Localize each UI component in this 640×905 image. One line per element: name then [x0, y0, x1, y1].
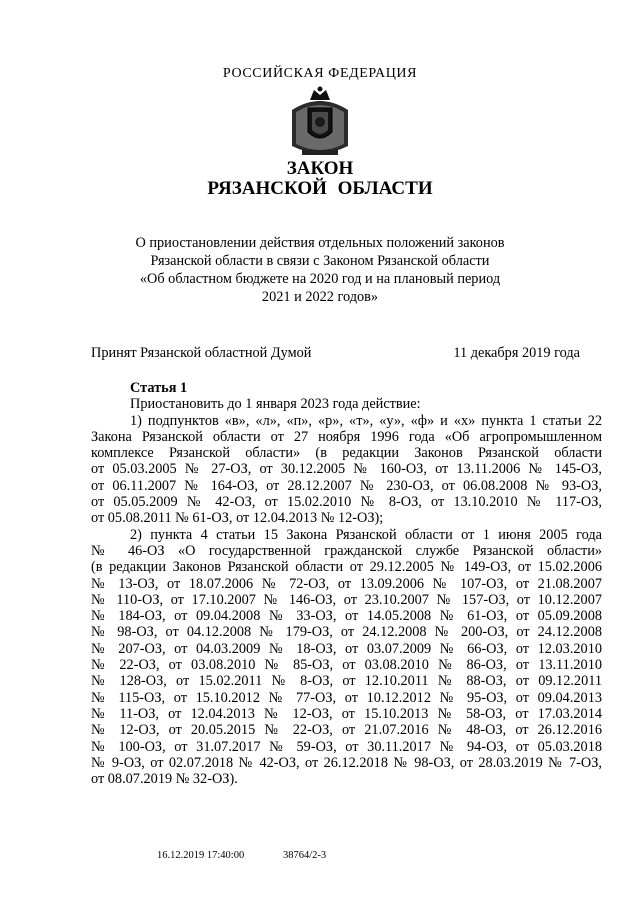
heading-line: 2021 и 2022 годов» [261, 289, 379, 305]
item2-line: № 11-ОЗ, от 12.04.2013 № 12-ОЗ, от 15.10.2013 № 58-ОЗ, от 17.03.2014 [91, 705, 602, 722]
item1-line: от 05.05.2009 № 42-ОЗ, от 15.02.2010 № 8-ОЗ, от 13.10.2010 № 117-ОЗ, [91, 494, 602, 511]
item1-line: Закона Рязанской области от 27 ноября 1996 года «Об агропромышленном [91, 428, 602, 445]
item2-line: № 207-ОЗ, от 04.03.2009 № 18-ОЗ, от 03.07.2009 № 66-ОЗ, от 12.03.2010 [91, 640, 602, 657]
law-heading [120, 234, 520, 306]
item2-line: № 22-ОЗ, от 03.08.2010 № 85-ОЗ, от 03.08.2010 № 86-ОЗ, от 13.11.2010 [91, 657, 602, 674]
article-intro: Приостановить до 1 января 2023 года действие: [130, 396, 421, 413]
item2-line: № 110-ОЗ, от 17.10.2007 № 146-ОЗ, от 23.10.2007 № 157-ОЗ, от 10.12.2007 [91, 591, 602, 608]
item2-line: 2) пункта 4 статьи 15 Закона Рязанской области от 1 июня 2005 года [130, 526, 602, 543]
item2-line: № 9-ОЗ, от 02.07.2018 № 42-ОЗ, от 26.12.2018 № 98-ОЗ, от 28.03.2019 № 7-ОЗ, [91, 754, 602, 771]
item2-line: № 115-ОЗ, от 15.10.2012 № 77-ОЗ, от 10.12.2012 № 95-ОЗ, от 09.04.2013 [91, 689, 602, 706]
law-title: ЗАКОН [286, 158, 354, 179]
item2-line: № 184-ОЗ, от 09.04.2008 № 33-ОЗ, от 14.05.2008 № 61-ОЗ, от 05.09.2008 [91, 608, 602, 625]
item2-line: от 08.07.2019 № 32-ОЗ). [91, 771, 238, 788]
article-title: Статья 1 [130, 380, 188, 396]
heading-line: Рязанской области в связи с Законом Рязанской области [150, 253, 490, 269]
item2-line: (в редакции Законов Рязанской области от 29.12.2005 № 149-ОЗ, от 15.02.2006 [91, 559, 602, 576]
item1-line: от 06.11.2007 № 164-ОЗ, от 28.12.2007 № 230-ОЗ, от 06.08.2008 № 93-ОЗ, [91, 477, 602, 494]
footer-doc-id: 38764/2-3 [283, 850, 327, 861]
heading-line: О приостановлении действия отдельных положений законов [135, 235, 505, 251]
item1-line: комплексе Рязанской области» (в редакции Законов Рязанской области [91, 445, 602, 462]
item2-line: № 100-ОЗ, от 31.07.2017 № 59-ОЗ, от 30.11.2017 № 94-ОЗ, от 05.03.2018 [91, 738, 602, 755]
item1-line: от 05.08.2011 № 61-ОЗ, от 12.04.2013 № 12-ОЗ); [91, 510, 384, 527]
item2-line: № 128-ОЗ, от 15.02.2011 № 8-ОЗ, от 12.10.2011 № 88-ОЗ, от 09.12.2011 [91, 673, 602, 690]
footer-timestamp: 16.12.2019 17:40:00 [157, 850, 245, 861]
heading-line: «Об областном бюджете на 2020 год и на плановый период [139, 271, 501, 287]
item2-line: № 46-ОЗ «О государственной гражданской службе Рязанской области» [91, 542, 602, 559]
item1-line: 1) подпунктов «в», «л», «п», «р», «т», «у», «ф» и «х» пункта 1 статьи 22 [130, 412, 602, 429]
item2-line: № 12-ОЗ, от 20.05.2015 № 22-ОЗ, от 21.07.2016 № 48-ОЗ, от 26.12.2016 [91, 722, 602, 739]
adopted-by: Принят Рязанской областной Думой [91, 345, 312, 361]
item1-line: от 05.03.2005 № 27-ОЗ, от 30.12.2005 № 160-ОЗ, от 13.11.2006 № 145-ОЗ, [91, 461, 602, 478]
federation-title: РОССИЙСКАЯ ФЕДЕРАЦИЯ [222, 66, 418, 81]
item2-line: № 13-ОЗ, от 18.07.2006 № 72-ОЗ, от 13.09.2006 № 107-ОЗ, от 21.08.2007 [91, 575, 602, 592]
coat-of-arms-icon [286, 86, 354, 160]
article-body [91, 380, 602, 787]
law-subtitle: РЯЗАНСКОЙ ОБЛАСТИ [207, 178, 433, 199]
adopted-date: 11 декабря 2019 года [453, 345, 580, 361]
item2-line: № 98-ОЗ, от 04.12.2008 № 179-ОЗ, от 24.12.2008 № 200-ОЗ, от 24.12.2008 [91, 624, 602, 641]
